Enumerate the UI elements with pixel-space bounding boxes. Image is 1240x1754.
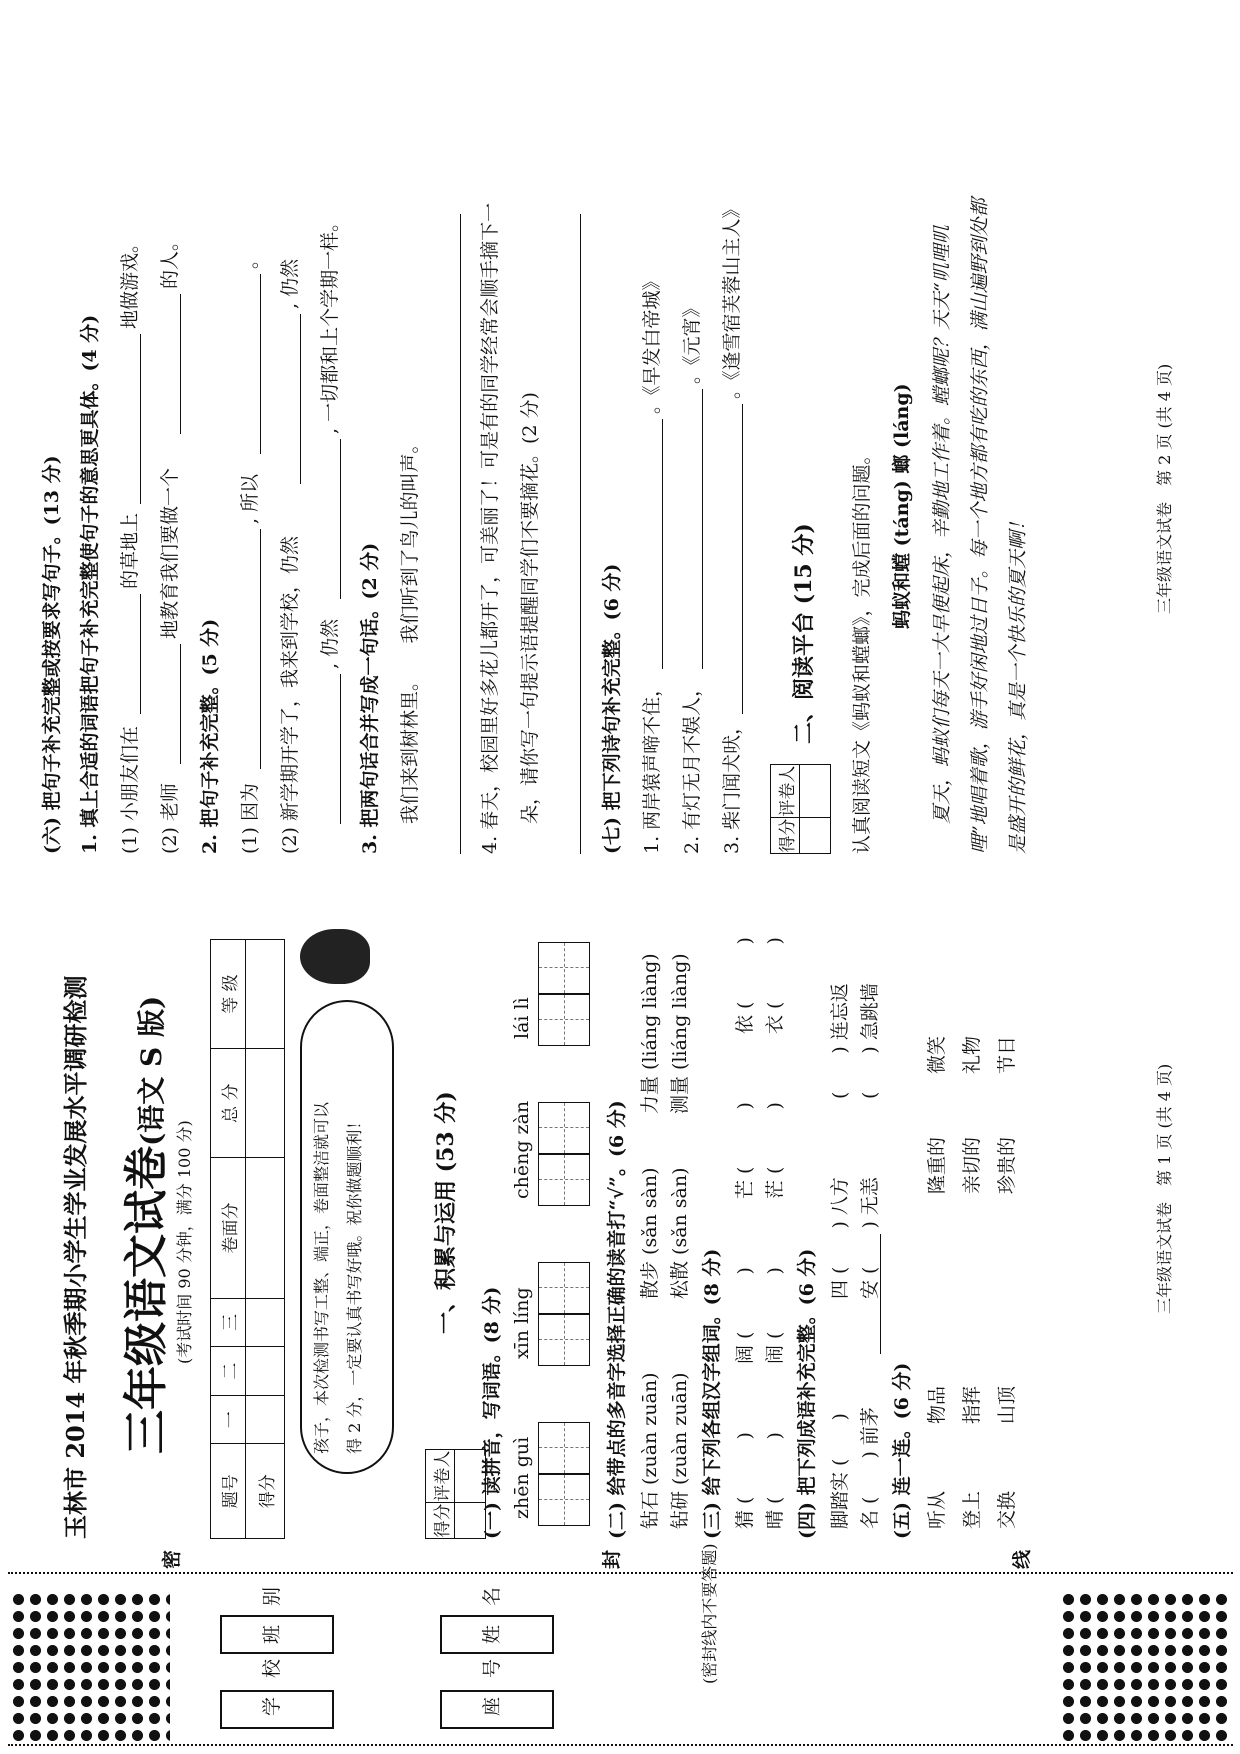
seal-line-outer (8, 1744, 1233, 1746)
q6-1a-part1: (1) 小朋友们在 (119, 726, 141, 854)
page2-footer: 三年级语文试卷 第 2 页 (共 4 页) (1155, 363, 1174, 614)
writing-grid[interactable] (538, 1154, 590, 1206)
q3-item[interactable]: 依 ( ) (734, 937, 756, 1034)
answer-line[interactable] (140, 334, 141, 504)
pinyin-3: chēng zàn (511, 1100, 533, 1199)
answer-line[interactable] (340, 439, 341, 599)
q5-right-a[interactable]: 亲切的 (961, 1136, 983, 1194)
q2-item[interactable]: 测量 (liáng liàng) (669, 953, 691, 1114)
answer-line[interactable] (580, 214, 581, 854)
binding-note: (密封线内不要答题) (700, 1543, 719, 1684)
pinyin-2: xīn líng (511, 1287, 533, 1359)
q2-item[interactable]: 松散 (sǎn sàn) (669, 1167, 691, 1299)
score-cell[interactable] (246, 1298, 285, 1347)
answer-line[interactable] (300, 314, 301, 484)
q6-1b-part1: (2) 老师 (159, 783, 181, 854)
class-field[interactable] (220, 1615, 334, 1654)
seal-char-mi: 密 (161, 1549, 183, 1569)
q7-3-part2: 。《逢雪宿芙蓉山主人》 (721, 199, 743, 399)
grader-cell[interactable] (800, 765, 831, 818)
q5-left[interactable]: 登上 (961, 1490, 983, 1529)
writing-grid[interactable] (538, 942, 590, 994)
score-cell[interactable] (246, 1395, 285, 1444)
writing-grid[interactable] (538, 1262, 590, 1314)
section-2-heading: 二、阅读平台 (15 分) (791, 523, 817, 744)
q6-1a-part3: 地做游戏。 (119, 233, 141, 329)
score-header-cell: 题号 (211, 1444, 246, 1539)
reading-title: 蚂蚁和螳 (táng) 螂 (láng) (891, 383, 913, 629)
answer-line[interactable] (702, 389, 703, 669)
writing-grid[interactable] (538, 1474, 590, 1526)
section-1-heading: 一、积累与运用 (53 分) (433, 1091, 459, 1334)
field-name-label: 姓 名 (481, 1586, 503, 1644)
q6-1b-part3: 的人。 (159, 231, 181, 289)
seal-char-feng: 封 (601, 1549, 623, 1569)
q6-1a-part2: 的草地上 (119, 512, 141, 589)
q2-item[interactable]: 力量 (liáng liàng) (639, 953, 661, 1114)
q5-left[interactable]: 交换 (996, 1490, 1018, 1529)
score-cell[interactable] (246, 940, 285, 1049)
q2-item[interactable]: 散步 (sǎn sàn) (639, 1167, 661, 1299)
exam-info: (考试时间 90 分钟，满分 100 分) (175, 1120, 194, 1364)
reading-paragraph-3: 是盛开的鲜花，真是一个快乐的夏天啊！ (1007, 511, 1029, 854)
answer-line[interactable] (260, 274, 261, 454)
score-table (210, 939, 285, 1539)
q6-1-heading: 1. 填上合适的词语把句子补充完整使句子的意思更具体。(4 分) (79, 314, 101, 854)
q5-right-b[interactable]: 节日 (996, 1035, 1018, 1074)
q6-4-line2: 朵，请你写一句提示语提醒同学们不要摘花。(2 分) (519, 392, 541, 824)
q5-right-a[interactable]: 珍贵的 (996, 1136, 1018, 1194)
score-header-cell: 一 (211, 1395, 246, 1444)
q4-item[interactable]: 名 ( ) 前茅 (859, 1407, 881, 1529)
reading-paragraph-1: 夏天，蚂蚁们每天一大早便起床，辛勤地工作着。螳螂呢？天天“叽哩叽 (931, 225, 953, 824)
answer-line[interactable] (460, 214, 461, 854)
q7-heading: (七) 把下列诗句补充完整。(6 分) (601, 563, 623, 854)
field-class-label: 班 别 (261, 1586, 283, 1644)
reading-paragraph-2: 哩”地唱着歌，游手好闲地过日子。每一个地方都有吃的东西，满山遍野到处都 (969, 198, 991, 854)
score-header-cell: 总 分 (211, 1049, 246, 1158)
q7-2-part2: 。《元宵》 (681, 298, 703, 384)
q5-left[interactable]: 听从 (926, 1490, 948, 1529)
main-title-suffix: (语文 S 版) (135, 995, 168, 1146)
grader-box (425, 1449, 486, 1539)
q4-item[interactable]: 四 ( ) 八方 (829, 1177, 851, 1299)
q4-item[interactable]: 安 ( ) 无恙 (859, 1177, 881, 1299)
q5-mid[interactable]: 山顶 (996, 1385, 1018, 1424)
q5-mid[interactable]: 物品 (926, 1385, 948, 1424)
score-header-cell: 等 级 (211, 940, 246, 1049)
grader-score-cell[interactable] (800, 818, 831, 854)
answer-line[interactable] (260, 529, 261, 769)
grader-label: 评卷人 (771, 765, 800, 818)
main-title-text: 三年级语文试卷 (121, 1146, 172, 1454)
q5-right-b[interactable]: 礼物 (961, 1035, 983, 1074)
q6-2a-part3: 。 (239, 249, 261, 269)
grader-box-2 (770, 764, 831, 854)
pinyin-1: zhēn guì (511, 1436, 533, 1519)
name-field[interactable] (440, 1615, 554, 1654)
grader-label: 评卷人 (426, 1450, 455, 1503)
q6-3-sentences: 我们来到树林里。 我们听到了鸟儿的叫声。 (399, 434, 421, 824)
answer-line[interactable] (742, 404, 743, 714)
q6-2b-part1: (2) 新学期开学了，我来到学校，仍然 (279, 536, 301, 854)
q3-item[interactable]: 猜 ( ) (734, 1432, 756, 1529)
score-cell[interactable] (246, 1049, 285, 1158)
q2-item[interactable]: 钻研 (zuàn zuān) (669, 1372, 691, 1529)
score-header-cell: 二 (211, 1347, 246, 1396)
q7-1-part1: 1. 两岸猿声啼不住， (641, 677, 663, 854)
school-field[interactable] (220, 1690, 334, 1729)
score-header-cell: 三 (211, 1298, 246, 1347)
q3-heading: (三) 给下列各组汉字组词。(8 分) (701, 1248, 723, 1539)
score-cell[interactable] (246, 1347, 285, 1396)
q5-right-b[interactable]: 微笑 (926, 1035, 948, 1074)
grader-score-label: 得分 (771, 818, 800, 854)
q6-2c-part2: , 一切都和上个学期一样。 (319, 212, 341, 434)
q7-2-part1: 2. 有灯无月不娱人， (681, 677, 703, 854)
writing-grid[interactable] (538, 1314, 590, 1366)
q1-heading: (一) 读拼音，写词语。(8 分) (481, 1286, 503, 1539)
score-cell[interactable] (246, 1158, 285, 1298)
q2-item[interactable]: 钻石 (zuàn zuān) (639, 1372, 661, 1529)
title-line: 玉林市 2014 年秋季期小学生学业发展水平调研检测 (61, 975, 90, 1539)
binding-dots-top (10, 1594, 170, 1744)
q5-heading: (五) 连一连。(6 分) (891, 1362, 913, 1539)
girl-illustration-icon (300, 929, 370, 984)
answer-line[interactable] (180, 294, 181, 434)
q3-item[interactable]: 晴 ( ) (764, 1432, 786, 1529)
q3-item[interactable]: 芒 ( ) (734, 1102, 756, 1199)
q6-2b-part2: , 仍然 (279, 258, 301, 309)
answer-line[interactable] (140, 594, 141, 714)
score-header-cell: 卷面分 (211, 1158, 246, 1298)
q4-heading: (四) 把下列成语补充完整。(6 分) (796, 1248, 818, 1539)
q3-item[interactable]: 茫 ( ) (764, 1102, 786, 1199)
page1-footer: 三年级语文试卷 第 1 页 (共 4 页) (1155, 1063, 1174, 1314)
q6-2c-part1: , 仍然 (319, 618, 341, 669)
q7-1-part2: 。《早发白帝城》 (641, 271, 663, 414)
q7-3-part1: 3. 柴门闻犬吠， (721, 715, 743, 854)
q6-1b-part2: 地教育我们要做一个 (159, 467, 181, 639)
answer-line[interactable] (662, 419, 663, 669)
answer-line[interactable] (340, 674, 341, 824)
q6-2a-part1: (1) 因为 (239, 783, 261, 854)
q6-3-heading: 3. 把两句话合并写成一句话。(2 分) (359, 542, 381, 854)
field-school-label: 学 校 (261, 1658, 283, 1716)
q2-heading: (二) 给带点的多音字选择正确的读音打“√”。(6 分) (606, 1100, 628, 1539)
q3-item[interactable]: 衣 ( ) (764, 937, 786, 1034)
q5-divider (880, 1234, 881, 1354)
score-row-label: 得分 (246, 1444, 285, 1539)
score-table-row (246, 940, 285, 1539)
q5-right-a[interactable]: 隆重的 (926, 1136, 948, 1194)
q3-item[interactable]: 闹 ( ) (764, 1267, 786, 1364)
q4-item[interactable]: 脚踏实 ( ) (829, 1413, 851, 1529)
q4-item[interactable]: ( ) 连忘返 (829, 983, 851, 1099)
seat-field[interactable] (440, 1690, 554, 1729)
reading-intro: 认真阅读短文《蚂蚁和螳螂》，完成后面的问题。 (851, 445, 873, 854)
main-title (110, 996, 174, 1454)
q3-item[interactable]: 阔 ( ) (734, 1267, 756, 1364)
pinyin-4: lái lì (511, 997, 533, 1039)
cloud-text-1: 孩子，本次检测书写工整、端正，卷面整洁就可以 (312, 1101, 331, 1454)
q4-item[interactable]: ( ) 急跳墙 (859, 983, 881, 1099)
binding-dots-bottom (1060, 1594, 1230, 1744)
seal-char-xian: 线 (1011, 1549, 1033, 1569)
writing-grid[interactable] (538, 1102, 590, 1154)
q6-2-heading: 2. 把句子补充完整。(5 分) (199, 618, 221, 854)
writing-grid[interactable] (538, 994, 590, 1046)
q6-heading: (六) 把句子补充完整或按要求写句子。(13 分) (41, 455, 63, 854)
field-seat-label: 座 号 (481, 1658, 503, 1716)
q5-mid[interactable]: 指挥 (961, 1385, 983, 1424)
q6-4-line1: 4. 春天，校园里好多花儿都开了，可美丽了！可是有的同学经常会顺手摘下一 (479, 202, 501, 854)
answer-line[interactable] (180, 644, 181, 764)
q6-2a-part2: , 所以 (239, 473, 261, 524)
score-table-header (211, 940, 246, 1539)
writing-grid[interactable] (538, 1422, 590, 1474)
cloud-text-2: 得 2 分，一定要认真书写好哦。祝你做题顺利！ (345, 1113, 364, 1454)
seal-line (8, 1572, 1233, 1574)
grader-score-label: 得分 (426, 1503, 455, 1539)
